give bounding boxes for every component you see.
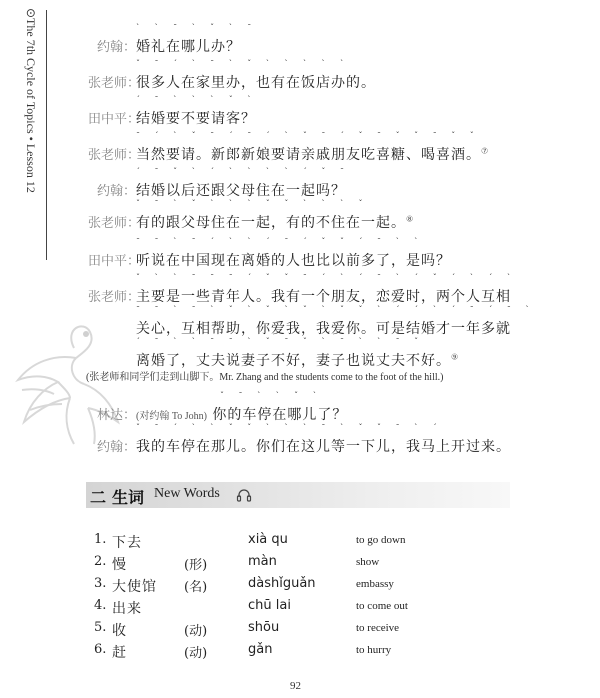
tone-marks: ˊ ˉ ˋ ˋ ˋ ˇ ˋ — [136, 95, 258, 104]
tone-marks: ˊ ˉ ˋ ˋ ˉ ˉ ˋ ˇ ˉ ˇ ˋ ˉ ˋ ˋ ˉ ˇ — [136, 337, 425, 346]
vocab-pinyin: dàshǐguǎn — [248, 576, 316, 591]
dialogue-line — [0, 273, 600, 322]
running-header: ⊙The 7th Cycle of Topics • Lesson 12 — [24, 8, 38, 193]
vocab-number: 1. — [94, 532, 107, 547]
speaker-label: 约翰： — [96, 184, 136, 199]
dialogue-text: ˇ ˉ ˊ ˋ ˉ ˋ ˇ ˋ ˋ ˋ ˋ ˋ 很多人在家里办，也有在饭店办的。 — [136, 59, 376, 91]
vocab-item — [0, 620, 600, 640]
speaker-label: 约翰： — [96, 440, 136, 455]
vocab-english: embassy — [356, 578, 394, 590]
dialogue-text: ˋ ˋ ˉ ˋ ˇ ˋ ˉ 婚礼在哪儿办？ — [136, 23, 258, 55]
dialogue-text: ˉ ˊ ˋ ˇ ˉ ˊ ˉ ˊ ˋ ˇ ˉ ˊ ˇ ˉ ˇ ˇ ˉ ˇ ˇ 当然要请。新郎新娘要请亲戚朋友吃喜糖、喝喜酒。⑦ — [136, 131, 490, 163]
inline-note: (对约翰 To John) — [136, 411, 207, 422]
speaker-label: 田中平： — [88, 254, 141, 269]
dialogue-text: ˊ ˉ ˋ ˋ ˋ ˇ ˋ 结婚要不要请客？ — [136, 95, 258, 127]
speaker-label: 张老师： — [88, 76, 141, 91]
speaker-label: 约翰： — [96, 40, 136, 55]
speaker-label: 张老师： — [88, 290, 141, 305]
vocab-number: 4. — [94, 598, 107, 613]
vocab-pos: (形) — [184, 558, 208, 573]
tone-marks: ˇ ˉ ˊ ˋ ˋ ˇ ˇ ˋ ˋ ˋ ˉ ˋ ˇ ˇ ˉ ˋ ˊ — [136, 423, 443, 432]
section-number: 二 — [90, 488, 107, 507]
dialogue-text: ˇ ˉ ˋ ˇ ˋ ˋ ˋ ˇ ˇ ˋ ˋ ˋ ˇ 有的跟父母住在一起，有的不住在一起。⑧ — [136, 199, 415, 231]
vocab-item — [0, 576, 600, 596]
speaker-label: 张老师： — [88, 148, 141, 163]
vocab-number: 6. — [94, 642, 107, 657]
vocab-english: to hurry — [356, 644, 392, 656]
speaker-label: 张老师： — [88, 216, 141, 231]
vocab-english: to come out — [356, 600, 408, 612]
vocab-pos: (动) — [184, 624, 208, 639]
speaker-label: 林达： — [96, 408, 136, 423]
dialogue-text: ˉ ˉ ˋ ˉ ˊ ˋ ˋ ˊ ˉ ˊ ˇ ˇ ˊ ˉ ˋ ˋ 听说在中国现在离婚的人也比以前多了，是吗？ — [136, 237, 451, 269]
stage-direction: (张老师和同学们走到山脚下。Mr. Zhang and the students come to the foot of the hill.) — [86, 372, 444, 383]
tone-marks: ˇ ˉ ˊ ˋ ˉ ˋ ˇ ˋ ˋ ˋ ˋ ˋ — [136, 59, 350, 68]
tone-marks: ˉ ˉ ˋ ˉ ˊ ˋ ˋ ˊ ˉ ˊ ˇ ˇ ˊ ˉ ˋ ˋ — [136, 237, 425, 246]
footnote-marker: ⑨ — [451, 352, 460, 362]
section-header — [86, 482, 510, 508]
tone-marks: ˋ ˋ ˉ ˋ ˇ ˋ ˉ — [136, 23, 258, 32]
dialogue-text: ˇ ˉ ˊ ˋ ˋ ˇ ˇ ˋ ˋ ˋ ˉ ˋ ˇ ˇ ˉ ˋ ˊ 我的车停在那儿。你们在这儿等一下儿，我马上开过来。 — [136, 423, 511, 455]
vocab-word: 大使馆 — [112, 579, 157, 595]
dialogue-line — [0, 423, 600, 472]
vocab-item — [0, 642, 600, 662]
speaker-label: 田中平： — [88, 112, 141, 127]
vocab-english: to go down — [356, 534, 406, 546]
dialogue-line — [0, 391, 600, 440]
vocab-word: 收 — [112, 623, 127, 639]
footnote-marker: ⑦ — [481, 146, 490, 156]
section-title-cn: 生词 — [112, 488, 145, 507]
dialogue-line — [0, 59, 600, 108]
dialogue-text: ˇ ˋ ˋ ˉ ˉ ˉ ˊ ˇ ˇ ˉ ˊ ˋ ˊ ˉ ˋ ˊ ˇ ˊ ˋ ˊ ˋ 主要是一些青年人。我有一个朋友，恋爱时，两个人互相 — [136, 273, 517, 305]
page-number: 92 — [290, 680, 301, 692]
dialogue-line — [0, 305, 600, 354]
tone-marks: ˉ ˉ ˋ ˉ ˋ ˇ ˋ ˇ ˋ ˇ ˋ ˇ ˇ ˋ ˊ ˊ ˋ ˊ ˉ ˊ ˉ ˋ — [136, 305, 536, 314]
vocab-item — [0, 598, 600, 618]
tone-marks: ˇ ˋ ˋ ˉ ˉ ˉ ˊ ˇ ˇ ˉ ˊ ˋ ˊ ˉ ˋ ˊ ˇ ˊ ˋ ˊ ˋ — [136, 273, 517, 282]
dialogue-line — [0, 167, 600, 216]
tone-marks: ˉ ˊ ˋ ˇ ˉ ˊ ˉ ˊ ˋ ˇ ˉ ˊ ˇ ˉ ˇ ˇ ˉ ˇ ˇ — [136, 131, 480, 140]
vocab-english: to receive — [356, 622, 400, 634]
vocab-word: 下去 — [112, 535, 142, 551]
vocab-word: 出来 — [112, 601, 142, 617]
section-title-en: New Words — [154, 486, 220, 501]
footnote-marker: ⑧ — [406, 214, 415, 224]
vocab-number: 5. — [94, 620, 107, 635]
vocab-pos: (动) — [184, 646, 208, 661]
dialogue-text: ˉ ˉ ˋ ˉ ˋ ˇ ˋ ˇ ˋ ˇ ˋ ˇ ˇ ˋ ˊ ˊ ˋ ˊ ˉ ˊ ˉ ˋ 关心，互相帮助，你爱我，我爱你。可是结婚才一年多就 — [136, 305, 536, 337]
vocab-pinyin: màn — [248, 554, 277, 569]
vocab-pinyin: chū lai — [248, 598, 291, 613]
vocab-number: 3. — [94, 576, 107, 591]
vocab-pinyin: gǎn — [248, 642, 273, 657]
vocab-pos: (名) — [184, 580, 208, 595]
vocab-item — [0, 554, 600, 574]
vocab-english: show — [356, 556, 380, 568]
tone-marks: ˇ ˉ ˋ ˇ ˋ ˋ ˋ ˇ ˇ ˋ ˋ ˋ ˇ — [136, 199, 369, 208]
vocab-number: 2. — [94, 554, 107, 569]
headphone-icon[interactable] — [236, 487, 252, 503]
vocab-pinyin: xià qu — [248, 532, 288, 547]
dialogue-text: ˊ ˉ ˇ ˋ ˊ ˋ ˋ ˋ ˋ ˊ ˇ ˉ 结婚以后还跟父母住在一起吗？ — [136, 167, 350, 199]
tone-marks: ˇ ˉ ˋ ˋ ˇ ˋ — [220, 391, 323, 400]
dialogue-text: ˊ ˉ ˋ ˋ ˉ ˉ ˋ ˇ ˉ ˇ ˋ ˉ ˋ ˋ ˉ ˇ 离婚了，丈夫说妻子不好，妻子也说丈夫不好。⑨ — [136, 337, 460, 369]
vocab-item — [0, 532, 600, 552]
vocab-word: 赶 — [112, 645, 127, 661]
dialogue-text: (对约翰 To John) ˇ ˉ ˋ ˋ ˇ ˋ 你的车停在哪儿了？ — [136, 391, 348, 423]
vocab-pinyin: shōu — [248, 620, 280, 635]
vocab-word: 慢 — [112, 557, 127, 573]
tone-marks: ˊ ˉ ˇ ˋ ˊ ˋ ˋ ˋ ˋ ˊ ˇ ˉ — [136, 167, 350, 176]
